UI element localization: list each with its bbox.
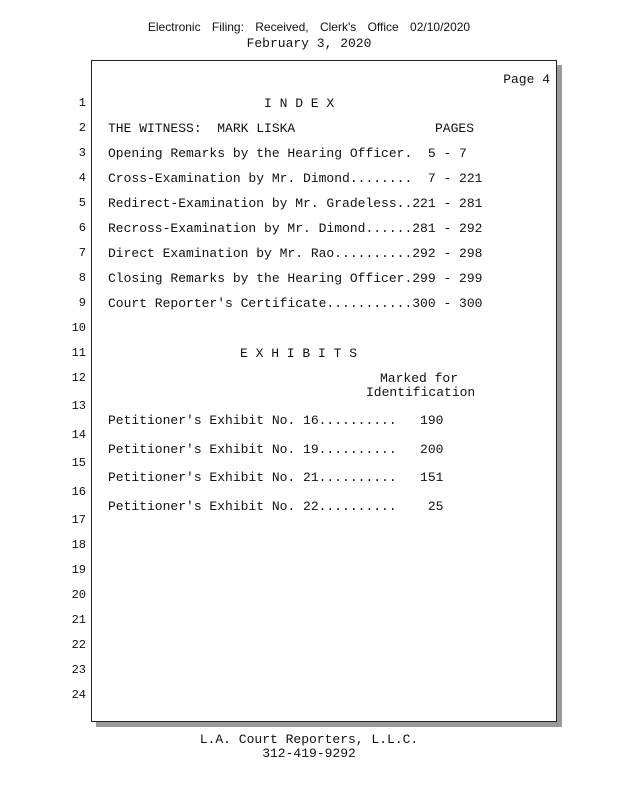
exhibit-entry: Petitioner's Exhibit No. 22.......... 25	[108, 499, 444, 514]
line-number: 10	[71, 321, 86, 335]
exhibit-entry: Petitioner's Exhibit No. 16.......... 190	[108, 413, 444, 428]
line-number: 16	[71, 485, 86, 499]
transcript-date: February 3, 2020	[246, 36, 372, 51]
line-number: 17	[71, 513, 86, 527]
line-number: 14	[71, 428, 86, 442]
line-number: 8	[78, 271, 86, 285]
line-number: 1	[78, 96, 86, 110]
page-number: Page 4	[503, 72, 550, 87]
witness-line: THE WITNESS: MARK LISKA	[108, 121, 296, 136]
index-entry: Redirect-Examination by Mr. Gradeless..221 - 281	[108, 196, 483, 211]
line-number: 12	[71, 371, 86, 385]
line-number: 24	[71, 688, 86, 702]
index-entry: Closing Remarks by the Hearing Officer.299 - 299	[108, 271, 483, 286]
line-number: 23	[71, 663, 86, 677]
exhibit-entry: Petitioner's Exhibit No. 21.......... 151	[108, 470, 444, 485]
index-entry: Court Reporter's Certificate...........300 - 300	[108, 296, 483, 311]
transcript-page	[91, 60, 557, 722]
filing-stamp: Electronic Filing: Received, Clerk's Office 02/10/2020	[147, 20, 471, 34]
line-number: 4	[78, 171, 86, 185]
exhibits-title: E X H I B I T S	[240, 346, 358, 361]
footer-company: L.A. Court Reporters, L.L.C.	[199, 732, 419, 747]
footer	[0, 733, 618, 761]
index-entry: Recross-Examination by Mr. Dimond......281 - 292	[108, 221, 483, 236]
index-entry: Direct Examination by Mr. Rao..........292 - 298	[108, 246, 483, 261]
index-entry: Cross-Examination by Mr. Dimond........ 7 - 221	[108, 171, 483, 186]
index-entry: Opening Remarks by the Hearing Officer. 5 - 7	[108, 146, 467, 161]
line-number: 21	[71, 613, 86, 627]
line-number: 6	[78, 221, 86, 235]
line-number: 9	[78, 296, 86, 310]
line-number: 19	[71, 563, 86, 577]
line-number: 22	[71, 638, 86, 652]
line-number: 13	[71, 399, 86, 413]
line-number: 3	[78, 146, 86, 160]
line-number: 20	[71, 588, 86, 602]
line-number: 18	[71, 538, 86, 552]
pages-header: PAGES	[435, 121, 475, 136]
line-number: 15	[71, 456, 86, 470]
footer-phone: 312-419-9292	[262, 746, 356, 761]
marked-for-header: Marked for	[380, 371, 459, 386]
line-number: 5	[78, 196, 86, 210]
line-number: 7	[78, 246, 86, 260]
line-number: 2	[78, 121, 86, 135]
line-number: 11	[71, 346, 86, 360]
identification-header: Identification	[366, 385, 476, 400]
exhibit-entry: Petitioner's Exhibit No. 19.......... 200	[108, 442, 444, 457]
index-title: I N D E X	[264, 96, 335, 111]
